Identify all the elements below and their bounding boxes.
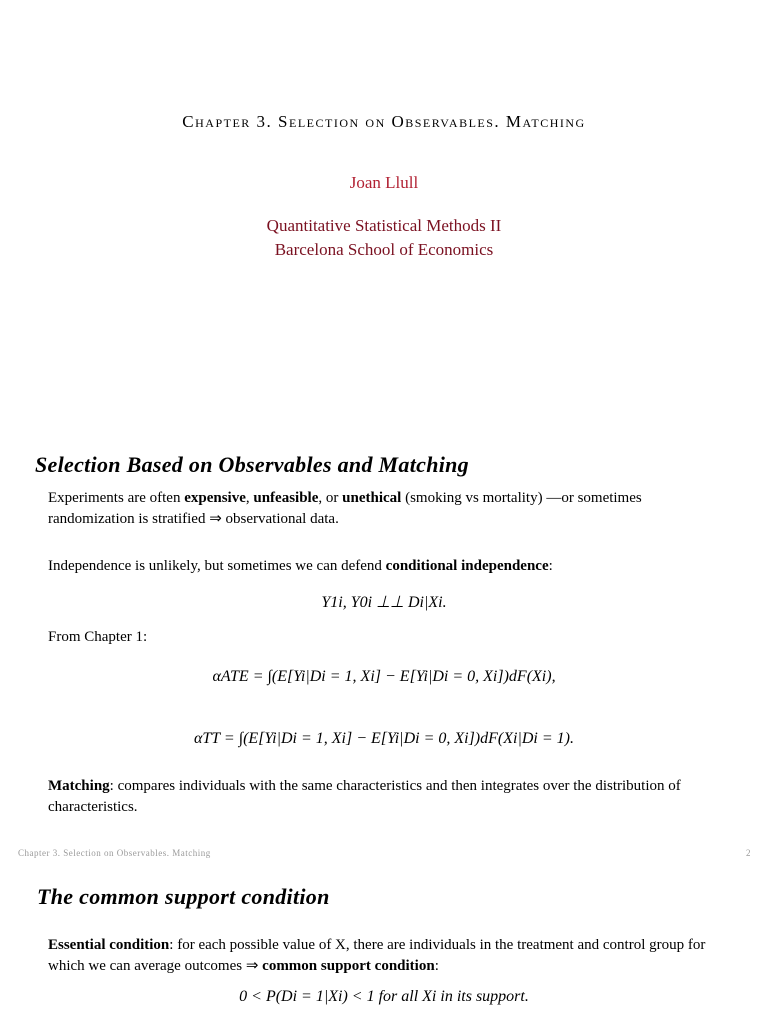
bold-term: unethical [342,490,402,506]
paragraph-experiments [48,488,728,530]
text: , or [318,490,343,506]
text: Independence is unlikely, but sometimes we can defend [48,558,386,574]
course-info [0,214,768,262]
bold-term: conditional independence [385,558,549,574]
text: : [434,958,439,974]
footer-text: Chapter 3. Selection on Observables. Matching [18,848,211,858]
text: (smoking vs mortality) —or sometimes randomization is stratified ⇒ observational data. [48,490,642,527]
text: : [548,558,553,574]
bold-term: common support condition [262,958,435,974]
paragraph-independence [48,556,728,577]
bold-term: Matching [48,778,110,794]
page-number: 2 [746,848,751,858]
course-name: Quantitative Statistical Methods II [266,216,502,235]
text: : for each possible value of X, there are individuals in the treatment and control group for which we can average outcomes ⇒ [48,937,706,974]
text: , [245,490,254,506]
bold-term: expensive [184,490,246,506]
author-name: Joan Llull [349,173,419,192]
bold-term: unfeasible [253,490,319,506]
text: Experiments are often [48,490,185,506]
paragraph-matching [48,776,728,818]
equation-conditional-independence: Y1i, Y0i ⊥⊥ Di|Xi. [321,594,447,611]
text: : compares individuals with the same characteristics and then integrates over the distribution of characteristics. [48,778,681,815]
bold-term: Essential condition [48,937,170,953]
equation-tt: αTT = ∫(E[Yi|Di = 1, Xi] − E[Yi|Di = 0, Xi])dF(Xi|Di = 1). [194,730,574,747]
paragraph-essential-condition [48,935,728,977]
slide-heading: Selection Based on Observables and Matching [35,452,469,477]
institution-name: Barcelona School of Economics [274,240,494,259]
slide-title: Chapter 3. Selection on Observables. Matching [182,112,586,131]
equation-ate: αATE = ∫(E[Yi|Di = 1, Xi] − E[Yi|Di = 0, Xi])dF(Xi), [212,668,556,685]
equation-common-support: 0 < P(Di = 1|Xi) < 1 for all Xi in its support. [239,988,529,1005]
paragraph-from-chapter: From Chapter 1: [48,629,148,645]
slide-heading: The common support condition [37,884,330,909]
